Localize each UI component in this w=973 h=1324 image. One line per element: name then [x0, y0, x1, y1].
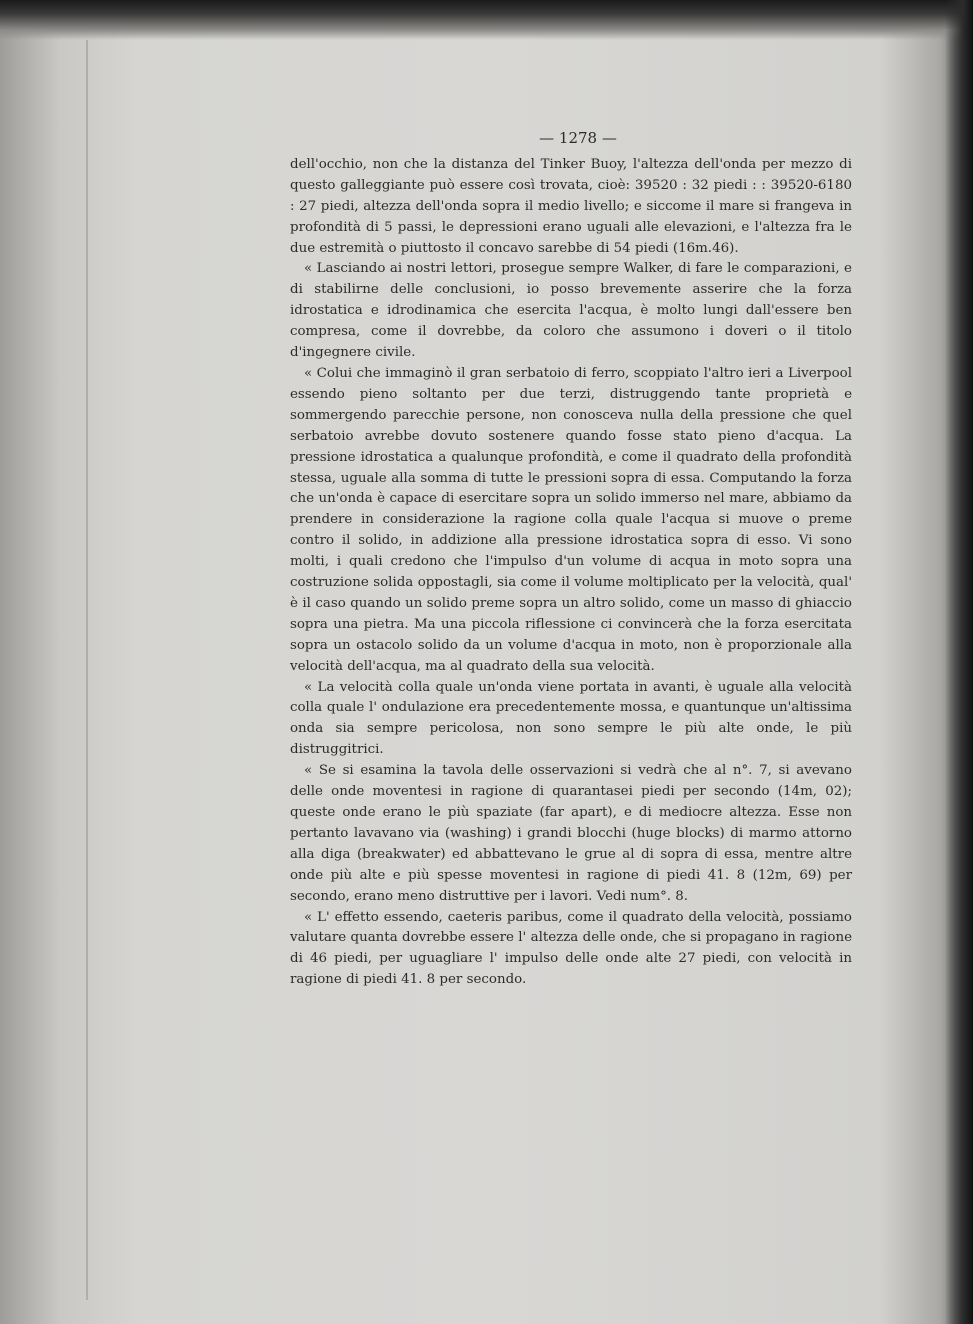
- paragraph-4: « La velocità colla quale un'onda viene portata in avanti, è uguale alla velocità colla quale l' ondulazione era precedentemente mossa, e quantunque un'altissima onda sia sempre pericolosa, non sono sempre le più alte onde, le più distruggitrici.: [290, 679, 852, 758]
- page-edge-line: [86, 40, 88, 1300]
- paragraph-2: « Lasciando ai nostri lettori, prosegue sempre Walker, di fare le comparazioni, e di stabilirne delle conclusioni, io posso brevemente asserire che la forza idrostatica e idrodinamica che esercita l'acqua, è molto lungi dall'essere ben compresa, come il dovrebbe, da coloro che assumono i doveri o il titolo d'ingegnere civile.: [290, 261, 852, 361]
- page-text-block: [290, 128, 852, 991]
- paragraph-3: « Colui che immaginò il gran serbatoio di ferro, scoppiato l'altro ieri a Liverpool essendo pieno soltanto per due terzi, distruggendo tante proprietà e sommergendo parecchie persone, non conosceva nulla della pressione che quel serbatoio avrebbe dovuto sostenere quando fosse stato pieno d'acqua. La pressione idrostatica a qualunque profondità, e come il quadrato della profondità stessa, uguale alla somma di tutte le pressioni sopra di essa. Computando la forza che un'onda è capace di esercitare sopra un solido immerso nel mare, abbiamo da prendere in considerazione la ragione colla quale l'acqua si muove o preme contro il solido, in addizione alla pressione idrostatica sopra di esso. Vi sono molti, i quali credono che l'impulso d'un volume di acqua in moto sopra una costruzione solida oppostagli, sia come il volume moltiplicato per la velocità, qual' è il caso quando un solido preme sopra un altro solido, come un masso di ghiaccio sopra una pietra. Ma una piccola riflessione ci convincerà che la forza esercitata sopra un ostacolo solido da un volume d'acqua in moto, non è proporzionale alla velocità dell'acqua, ma al quadrato della sua velocità.: [290, 365, 852, 674]
- paragraph-6: « L' effetto essendo, caeteris paribus, come il quadrato della velocità, possiamo valutare quanta dovrebbe essere l' altezza delle onde, che si propagano in ragione di 46 piedi, per uguagliare l' impulso delle onde alte 27 piedi, con velocità in ragione di piedi 41. 8 per secondo.: [290, 909, 852, 988]
- paragraph-1: dell'occhio, non che la distanza del Tinker Buoy, l'altezza dell'onda per mezzo di questo galleggiante può essere così trovata, cioè: 39520 : 32 piedi : : 39520-6180 : 27 piedi, altezza dell'onda sopra il medio livello; e siccome il mare si frangeva in profondità di 5 passi, le depressioni erano uguali alle elevazioni, e l'altezza fra le due estremità o piuttosto il concavo sarebbe di 54 piedi (16m.46).: [290, 156, 852, 256]
- page-number: — 1278 —: [539, 129, 617, 147]
- scan-top-shadow: [0, 0, 973, 40]
- paragraph-5: « Se si esamina la tavola delle osservazioni si vedrà che al n°. 7, si avevano delle onde moventesi in ragione di quarantasei piedi per secondo (14m, 02); queste onde erano le più spaziate (far apart), e di mediocre altezza. Esse non pertanto lavavano via (washing) i grandi blocchi (huge blocks) di marmo attorno alla diga (breakwater) ed abbattevano le grue al di sopra di essa, mentre altre onde più alte e più spesse moventesi in ragione di piedi 41. 8 (12m, 69) per secondo, erano meno distruttive per i lavori. Vedi num°. 8.: [290, 763, 852, 904]
- scan-right-shadow: [945, 0, 973, 1324]
